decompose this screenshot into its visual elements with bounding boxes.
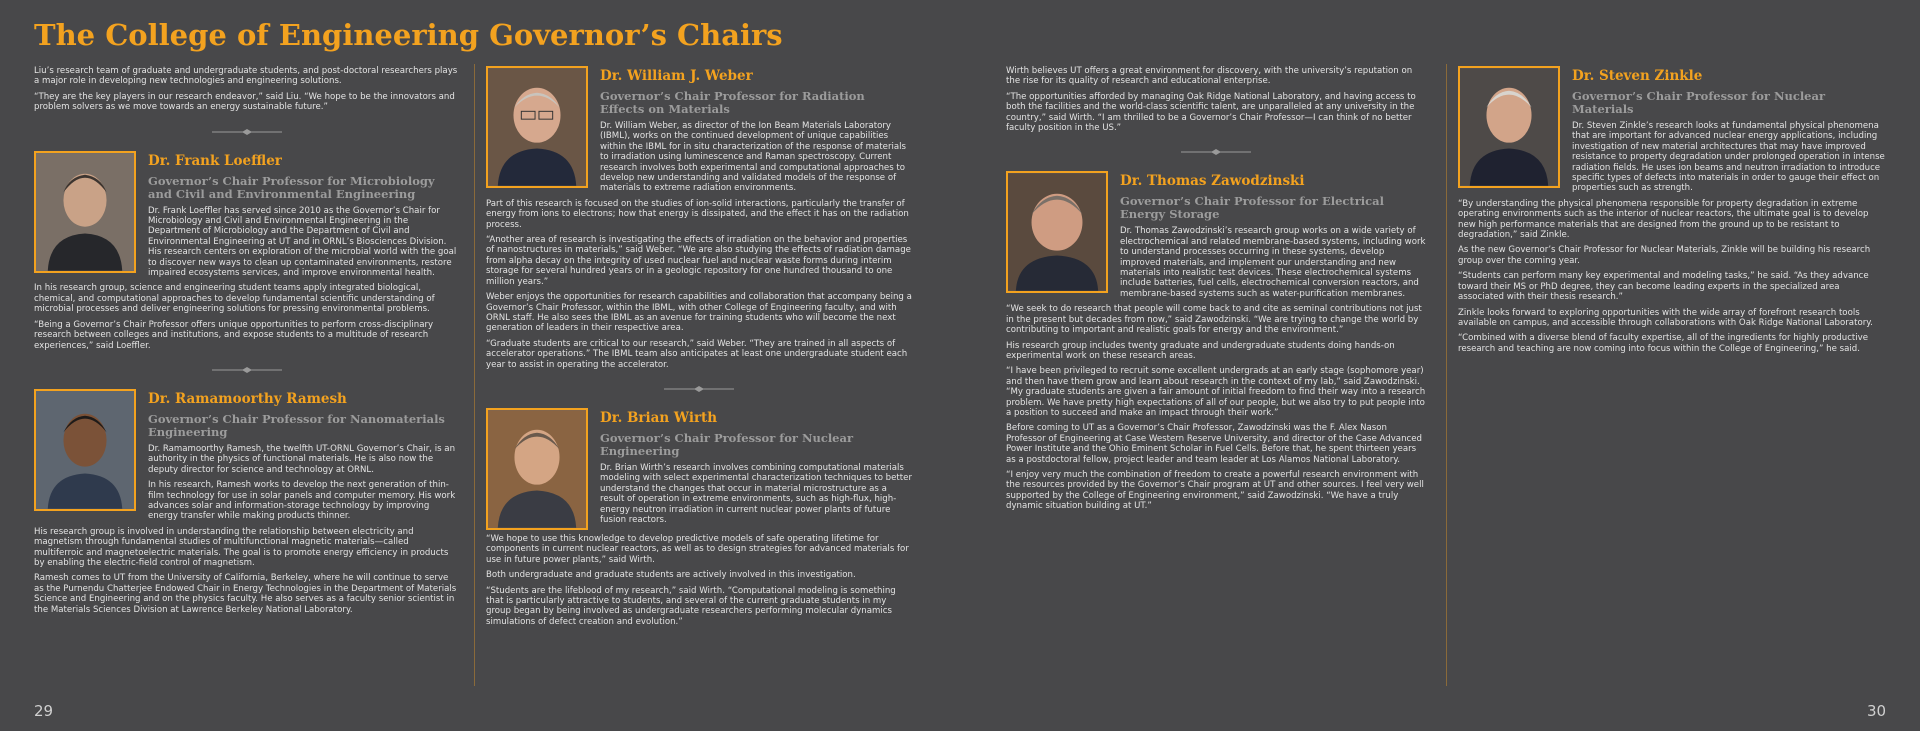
title-ramesh: Governor’s Chair Professor for Nanomaterials Engineering	[148, 411, 445, 439]
bio-loeffler-p3: “Being a Governor’s Chair Professor offers unique opportunities to perform cross-disciplinary research between colleges and institutions, and expose students to a multitude of research experiences,” said Loeffler.	[34, 319, 434, 351]
portrait-ramesh	[34, 389, 136, 511]
bio-weber-p4: Weber enjoys the opportunities for research capabilities and collaboration that accompany being a Governor’s Chair Professor, within the IBML, with other College of Engineering faculty, and with ORNL staff. He also sees the IBML as an avenue for training students who will become the next generation of leaders in their respective area.	[486, 292, 912, 334]
name-weber: Dr. William J. Weber	[600, 68, 753, 84]
bio-zinkle-p2: “By understanding the physical phenomena responsible for property degradation in extreme operating environments such as the interior of nuclear reactors, the ultimate goal is to develop new high performance materials that are designed from the ground up to be resistant to degradation,” said Zinkle.	[1458, 198, 1869, 241]
name-ramesh: Dr. Ramamoorthy Ramesh	[148, 390, 347, 407]
ornament-divider-icon	[1181, 149, 1251, 155]
profile-loeffler	[34, 151, 460, 284]
bio-zinkle-p1: Dr. Steven Zinkle’s research looks at fundamental physical phenomena that are important for advanced nuclear energy applications, including investigation of new material architectures that may have improved resistance to property degradation under prolonged operation in intense radiation fields. He uses ion beams and neutron irradiation to introduce specific types of defects into materials in order to gauge their effect on properties such as strength.	[1572, 121, 1885, 194]
title-wirth: Governor’s Chair Professor for Nuclear Engineering	[600, 430, 854, 458]
name-zinkle: Dr. Steven Zinkle	[1572, 68, 1703, 84]
title-zawodzinski: Governor’s Chair Professor for Electrical Energy Storage	[1120, 194, 1384, 222]
profile-wirth	[486, 408, 912, 534]
bio-zawodzinski-p3: His research group includes twenty graduate and undergraduate students doing hands-on experimental work on these research areas.	[1006, 340, 1395, 361]
bio-loeffler-p2: In his research group, science and engineering student teams apply integrated biological, chemical, and computational approaches to develop fundamental scientific understanding of microbial processes and deliver engineering solutions for pressing environmental problems.	[34, 283, 435, 315]
ornament-divider-icon	[212, 367, 282, 373]
bio-zinkle-p4: “Students can perform many key experimental and modeling tasks,” he said. “As they advance toward their MS or PhD degree, they can become leading experts in the specialized area associated with their thesis research.”	[1458, 271, 1869, 303]
name-wirth: Dr. Brian Wirth	[600, 409, 718, 426]
bio-ramesh-p1: Dr. Ramamoorthy Ramesh, the twelfth UT-ORNL Governor’s Chair, is an authority in the physics of functional materials. He is also now the deputy director for science and technology at ORNL.	[148, 443, 456, 475]
profile-zinkle	[1458, 66, 1886, 199]
bio-loeffler-p1: Dr. Frank Loeffler has served since 2010 as the Governor’s Chair for Microbiology and Civil and Environmental Engineering in the Department of Microbiology and the Department of Civil and Environmental Engineering at UT and in ORNL’s Biosciences Division. His research centers on exploration of the microbial world with the goal to discover new ways to clean up contaminated environments, restore impaired ecosystems services, and improve environmental health.	[148, 205, 457, 279]
column-3	[1006, 66, 1426, 517]
title-loeffler: Governor’s Chair Professor for Microbiology and Civil and Environmental Engineering	[148, 173, 435, 201]
page-number-left: 29	[34, 702, 54, 720]
bio-wirth-p3: Both undergraduate and graduate students are actively involved in this investigation.	[486, 570, 856, 581]
bio-zawodzinski-p6: “I enjoy very much the combination of freedom to create a powerful research environment with the resources provided by the Governor’s Chair program at UT and other sources. I feel very well supported by the College of Engineering environment,” said Zawodzinski. “We have a truly dynamic situation building at UT.”	[1006, 469, 1424, 512]
profile-zawodzinski	[1006, 171, 1426, 304]
portrait-loeffler	[34, 151, 136, 273]
bio-ramesh-p4: Ramesh comes to UT from the University of California, Berkeley, where he will continue to serve as the Purnendu Chatterjee Endowed Chair in Energy Technologies in the Department of Materials Science and Engineering and on the physics faculty. He also serves as a faculty senior scientist in the Materials Sciences Division at Lawrence Berkeley National Laboratory.	[34, 573, 457, 615]
bio-ramesh-p2: In his research, Ramesh works to develop the next generation of thin-film technology for use in solar panels and computer memory. His work advances solar and information-storage technology by improving energy transfer while making products thinner.	[148, 480, 456, 522]
profile-ramesh	[34, 389, 460, 527]
name-zawodzinski: Dr. Thomas Zawodzinski	[1120, 173, 1305, 190]
bio-ramesh-p3: His research group is involved in understanding the relationship between electricity and magnetism through fundamental studies of multifunctional magnetic materials—called multiferroic and magnetoelectric materials. The goal is to promote energy efficiency in products by enabling the electric-field control of magnetism.	[34, 526, 449, 568]
column-rule	[474, 64, 475, 686]
bio-wirth-p6: “The opportunities afforded by managing Oak Ridge National Laboratory, and having access to both the facilities and the world-class scientific talent, are unparalleled at any university in the country,” said Wirth. “I am thrilled to be a Governor’s Chair Professor—I can think of no better faculty position in the US.”	[1006, 91, 1416, 134]
bio-wirth-p2: “We hope to use this knowledge to develop predictive models of safe operating lifetime for components in current nuclear reactors, as well as to design strategies for advanced materials for use in future power plants,” said Wirth.	[486, 533, 909, 565]
column-4	[1458, 66, 1886, 359]
intro-paragraph: Liu’s research team of graduate and undergraduate students, and post-doctoral researchers plays a major role in developing new technologies and engineering solutions.	[34, 66, 458, 87]
bio-wirth-p1: Dr. Brian Wirth’s research involves combining computational materials modeling with select experimental characterization techniques to better understand the changes that occur in material microstructure as a result of operation in extreme environments, such as high-flux, high-energy neutron irradiation in current nuclear power plants of future fusion reactors.	[600, 462, 912, 525]
page-title: The College of Engineering Governor’s Chairs	[34, 18, 783, 52]
portrait-zawodzinski	[1006, 171, 1108, 293]
title-weber: Governor’s Chair Professor for Radiation Effects on Materials	[600, 89, 865, 116]
profile-weber	[486, 66, 912, 199]
column-rule	[1446, 64, 1447, 686]
bio-weber-p2: Part of this research is focused on the studies of ion-solid interactions, particularly the transfer of energy from ions to electrons; how that energy is dissipated, and the effect it has on the radiation process.	[486, 198, 909, 230]
bio-zawodzinski-p4: “I have been privileged to recruit some excellent undergrads at an early stage (sophomore year) and then have them grow and learn about research in the context of my lab,” said Zawodzinski. “My graduate students are given a fair amount of initial freedom to find their way into a research problem. We have pretty high expectations of all of our people, but we also try to put people into a position to succeed and make an impact through their work.”	[1006, 366, 1426, 418]
column-2	[486, 66, 912, 632]
bio-zawodzinski-p2: “We seek to do research that people will come back to and cite as seminal contributions not just in the present but decades from now,” said Zawodzinski. “We are trying to change the world by contributing to important and realistic goals for energy and the environment.”	[1006, 304, 1422, 336]
bio-zinkle-p6: “Combined with a diverse blend of faculty expertise, all of the ingredients for highly productive research and teaching are now coming into focus within the College of Engineering,” he said.	[1458, 333, 1869, 354]
bio-zawodzinski-p1: Dr. Thomas Zawodzinski’s research group works on a wide variety of electrochemical and related membrane-based systems, including work to understand processes occurring in these systems, develop improved materials, and implement our understanding and new materials into realistic test devices. These electrochemical systems include batteries, fuel cells, electrochemical conversion reactors, and membrane-based systems such as water-purification membranes.	[1120, 226, 1426, 299]
bio-zinkle-p3: As the new Governor’s Chair Professor for Nuclear Materials, Zinkle will be building his research group over the coming year.	[1458, 245, 1871, 266]
bio-weber-p1: Dr. William Weber, as director of the Ion Beam Materials Laboratory (IBML), works on the continued development of unique capabilities within the IBML for in situ characterization of the response of materials to irradiation using luminescence and Raman spectroscopy. Current research involves both experimental and computational approaches to develop new understanding and validated models of the response of materials to extreme radiation environments.	[600, 121, 907, 194]
page-number-right: 30	[1867, 702, 1887, 720]
bio-weber-p3: “Another area of research is investigating the effects of irradiation on the behavior and properties of nanostructures in materials,” said Weber. “We are also studying the effects of radiation damage from alpha decay on the integrity of used nuclear fuel and nuclear waste forms during interim storage for several hundred years or in a geologic repository for one hundred thousand to one million years.”	[486, 235, 911, 287]
bio-wirth-p5: Wirth believes UT offers a great environment for discovery, with the university’s reputation on the rise for its quality of research and educational enterprise.	[1006, 66, 1413, 87]
portrait-wirth	[486, 408, 588, 530]
column-1	[34, 66, 460, 620]
bio-weber-p5: “Graduate students are critical to our research,” said Weber. “They are trained in all aspects of accelerator operations.” The IBML team also anticipates at least one undergraduate student each year to assist in operating the accelerator.	[486, 338, 908, 370]
intro-quote: “They are the key players in our research endeavor,” said Liu. “We hope to be the innovators and problem solvers as we move towards an energy sustainable future.”	[34, 91, 455, 113]
ornament-divider-icon	[664, 386, 734, 392]
portrait-weber	[486, 66, 588, 188]
bio-wirth-p4: “Students are the lifeblood of my research,” said Wirth. “Computational modeling is something that is particularly attractive to students, and several of the current graduate students in my group began by being involved as undergraduate researchers performing molecular dynamics simulations of defect creation and evolution.”	[486, 585, 896, 627]
ornament-divider-icon	[212, 129, 282, 135]
portrait-zinkle	[1458, 66, 1560, 188]
bio-zawodzinski-p5: Before coming to UT as a Governor’s Chair Professor, Zawodzinski was the F. Alex Nason Professor of Engineering at Case Western Reserve University, and director of the Case Advanced Power Institute and the Ohio Eminent Scholar in Fuel Cells. Before that, he spent thirteen years as a postdoctoral fellow, project leader and team leader at Los Alamos National Laboratory.	[1006, 423, 1422, 465]
name-loeffler: Dr. Frank Loeffler	[148, 152, 282, 169]
bio-zinkle-p5: Zinkle looks forward to exploring opportunities with the wide array of forefront research tools available on campus, and accessible through collaborations with Oak Ridge National Laboratory.	[1458, 307, 1873, 328]
title-zinkle: Governor’s Chair Professor for Nuclear Materials	[1572, 89, 1826, 116]
